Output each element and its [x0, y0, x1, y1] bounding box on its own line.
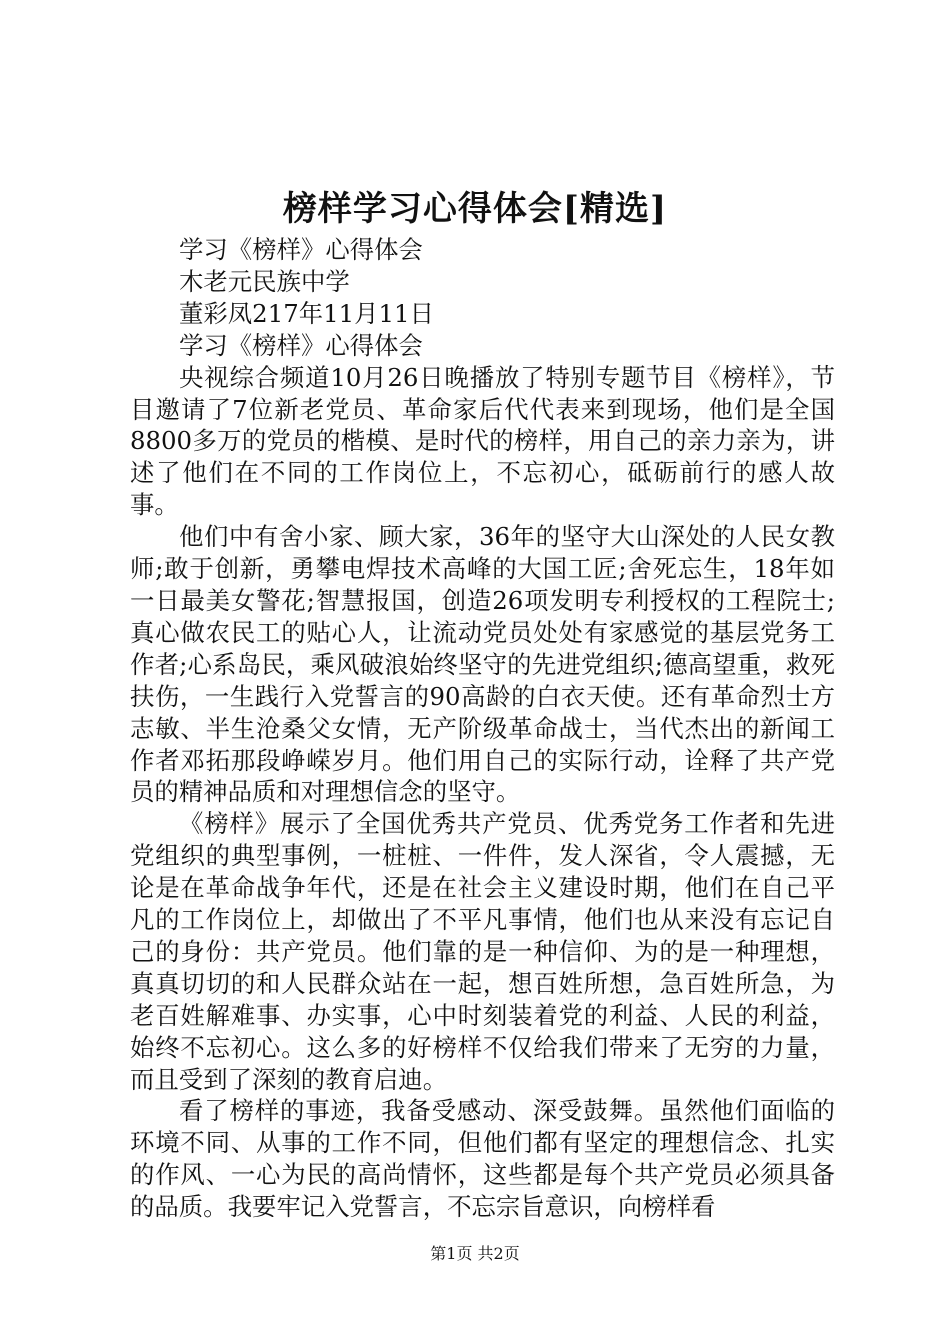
body-paragraph: 他们中有舍小家、顾大家，36年的坚守大山深处的人民女教师;敢于创新，勇攀电焊技术高峰的大国工匠;舍死忘生，18年如一日最美女警花;智慧报国，创造26项发明专利授权的工程院士;真心做农民工的贴心人，让流动党员处处有家感觉的基层党务工作者;心系岛民，乘风破浪始终坚守的先进党组织;德高望重，救死扶伤，一生践行入党誓言的90高龄的白衣天使。还有革命烈士方志敏、半生沧桑父女情，无产阶级革命战士，当代杰出的新闻工作者邓拓那段峥嵘岁月。他们用自己的实际行动，诠释了共产党员的精神品质和对理想信念的坚守。	[130, 522, 835, 807]
body-paragraph: 央视综合频道10月26日晚播放了特别专题节目《榜样》，节目邀请了7位新老党员、革命家后代代表来到现场，他们是全国8800多万的党员的楷模、是时代的榜样，用自己的亲力亲为，讲述了他们在不同的工作岗位上，不忘初心，砥砺前行的感人故事。	[130, 362, 835, 520]
header-line: 董彩凤217年11月11日	[179, 298, 434, 328]
document-title: 榜样学习心得体会[精选]	[282, 189, 668, 229]
header-line: 学习《榜样》心得体会	[179, 330, 423, 360]
page-footer: 第1页 共2页	[430, 1244, 520, 1263]
header-line: 木老元民族中学	[179, 266, 350, 296]
document-body	[130, 234, 835, 1223]
header-line: 学习《榜样》心得体会	[179, 235, 423, 264]
body-paragraph: 《榜样》展示了全国优秀共产党员、优秀党务工作者和先进党组织的典型事例，一桩桩、一件件，发人深省，令人震撼，无论是在革命战争年代，还是在社会主义建设时期，他们在自己平凡的工作岗位上，却做出了不平凡事情，他们也从来没有忘记自己的身份：共产党员。他们靠的是一种信仰、为的是一种理想，真真切切的和人民群众站在一起，想百姓所想，急百姓所急，为老百姓解难事、办实事，心中时刻装着党的利益、人民的利益，始终不忘初心。这么多的好榜样不仅给我们带来了无穷的力量，而且受到了深刻的教育启迪。	[130, 809, 835, 1094]
body-paragraph: 看了榜样的事迹，我备受感动、深受鼓舞。虽然他们面临的环境不同、从事的工作不同，但他们都有坚定的理想信念、扎实的作风、一心为民的高尚情怀，这些都是每个共产党员必须具备的品质。我要牢记入党誓言，不忘宗旨意识，向榜样看	[130, 1096, 835, 1222]
